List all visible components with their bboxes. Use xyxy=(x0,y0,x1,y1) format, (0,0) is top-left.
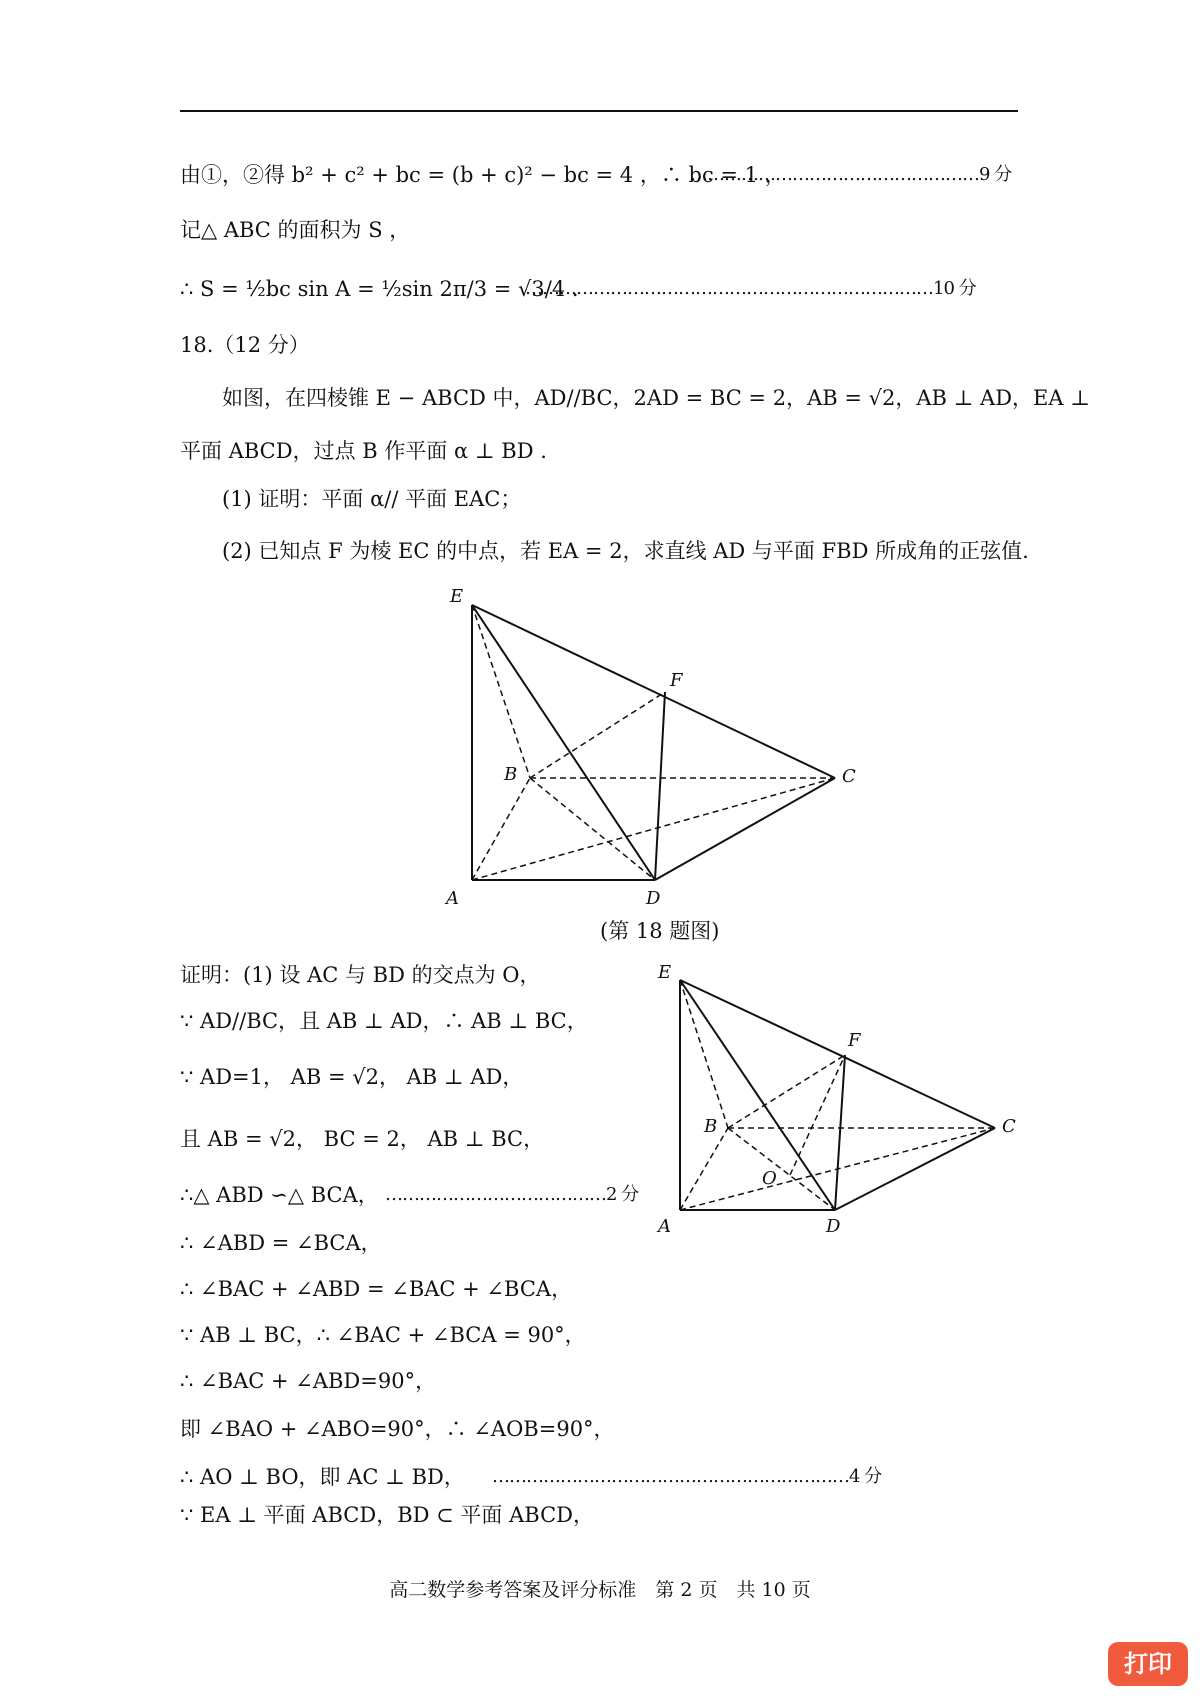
edge-DC xyxy=(655,778,835,880)
problem-part-2: (2) 已知点 F 为棱 EC 的中点，若 EA = 2，求直线 AD 与平面 FBD 所成角的正弦值. xyxy=(222,539,1029,563)
edge-AB xyxy=(680,1128,728,1210)
header-rule xyxy=(180,110,1018,112)
edge-DC xyxy=(835,1128,995,1210)
proof-line-11: ∴ AO ⊥ BO，即 AC ⊥ BD， xyxy=(180,1465,465,1489)
page-footer: 高二数学参考答案及评分标准 第 2 页 共 10 页 xyxy=(389,1579,811,1601)
proof-line-12: ∵ EA ⊥ 平面 ABCD，BD ⊂ 平面 ABCD， xyxy=(180,1503,594,1527)
label-F: F xyxy=(848,1030,861,1051)
text-line-3: ∴ S = ½bc sin A = ½sin 2π/3 = √3/4 . xyxy=(180,277,579,301)
figure-caption: (第 18 题图) xyxy=(600,919,720,943)
edge-EB xyxy=(472,605,530,778)
edge-EC xyxy=(472,605,835,778)
label-E: E xyxy=(450,586,464,607)
text-line-2: 记△ ABC 的面积为 S ， xyxy=(180,218,411,242)
figure-proof xyxy=(650,960,1030,1240)
proof-line-8: ∵ AB ⊥ BC，∴ ∠BAC + ∠BCA = 90°， xyxy=(180,1323,586,1347)
label-B: B xyxy=(704,1116,718,1137)
proof-line-10: 即 ∠BAO + ∠ABO=90°，∴ ∠AOB=90°， xyxy=(180,1417,615,1441)
label-B: B xyxy=(504,764,518,785)
proof-line-5: ∴△ ABD ∽△ BCA， xyxy=(180,1183,379,1207)
edge-BD xyxy=(530,778,655,880)
label-A: A xyxy=(446,888,459,909)
label-C: C xyxy=(1002,1116,1016,1137)
proof-line-4: 且 AB = √2， BC = 2， AB ⊥ BC， xyxy=(180,1127,545,1151)
score-4: ………………………………………………………4 分 xyxy=(492,1466,882,1487)
problem-statement-2: 平面 ABCD，过点 B 作平面 α ⊥ BD . xyxy=(180,439,547,463)
label-A: A xyxy=(658,1216,671,1237)
proof-line-6: ∴ ∠ABD = ∠BCA， xyxy=(180,1231,382,1255)
label-D: D xyxy=(826,1216,841,1237)
score-2: …………………………………2 分 xyxy=(385,1184,639,1205)
edge-FD xyxy=(835,1055,845,1210)
proof-line-1: 证明：(1) 设 AC 与 BD 的交点为 O， xyxy=(180,963,541,987)
problem-statement-1: 如图，在四棱锥 E − ABCD 中，AD//BC，2AD = BC = 2，AB = √2，AB ⊥ AD，EA ⊥ xyxy=(222,386,1090,410)
label-F: F xyxy=(670,670,683,691)
edge-BF xyxy=(530,692,665,778)
edge-ED xyxy=(680,980,835,1210)
label-E: E xyxy=(658,962,672,983)
label-C: C xyxy=(842,766,856,787)
proof-line-3: ∵ AD=1， AB = √2， AB ⊥ AD， xyxy=(180,1065,524,1089)
label-O: O xyxy=(762,1168,777,1189)
edge-EC xyxy=(680,980,995,1128)
print-button[interactable]: 打印 xyxy=(1108,1642,1188,1686)
edge-FD xyxy=(655,692,665,880)
proof-line-2: ∵ AD//BC，且 AB ⊥ AD，∴ AB ⊥ BC， xyxy=(180,1009,588,1033)
text-line-1: 由①，②得 b² + c² + bc = (b + c)² − bc = 4 ，∴ bc = 1 ， xyxy=(180,163,786,187)
label-D: D xyxy=(646,888,661,909)
edge-EB xyxy=(680,980,728,1128)
problem-18-header: 18.（12 分） xyxy=(180,333,310,357)
edge-AC xyxy=(680,1128,995,1210)
proof-line-7: ∴ ∠BAC + ∠ABD = ∠BAC + ∠BCA， xyxy=(180,1277,573,1301)
edge-AB xyxy=(472,778,530,880)
problem-part-1: (1) 证明：平面 α// 平面 EAC； xyxy=(222,487,522,511)
score-10: ………………………………………………………………10 分 xyxy=(525,278,976,299)
edge-ED xyxy=(472,605,655,880)
score-9: ……………………………………………9 分 xyxy=(690,164,1012,185)
figure-18 xyxy=(430,580,880,910)
proof-line-9: ∴ ∠BAC + ∠ABD=90°， xyxy=(180,1369,437,1393)
edge-AC xyxy=(472,778,835,880)
edge-BD xyxy=(728,1128,835,1210)
